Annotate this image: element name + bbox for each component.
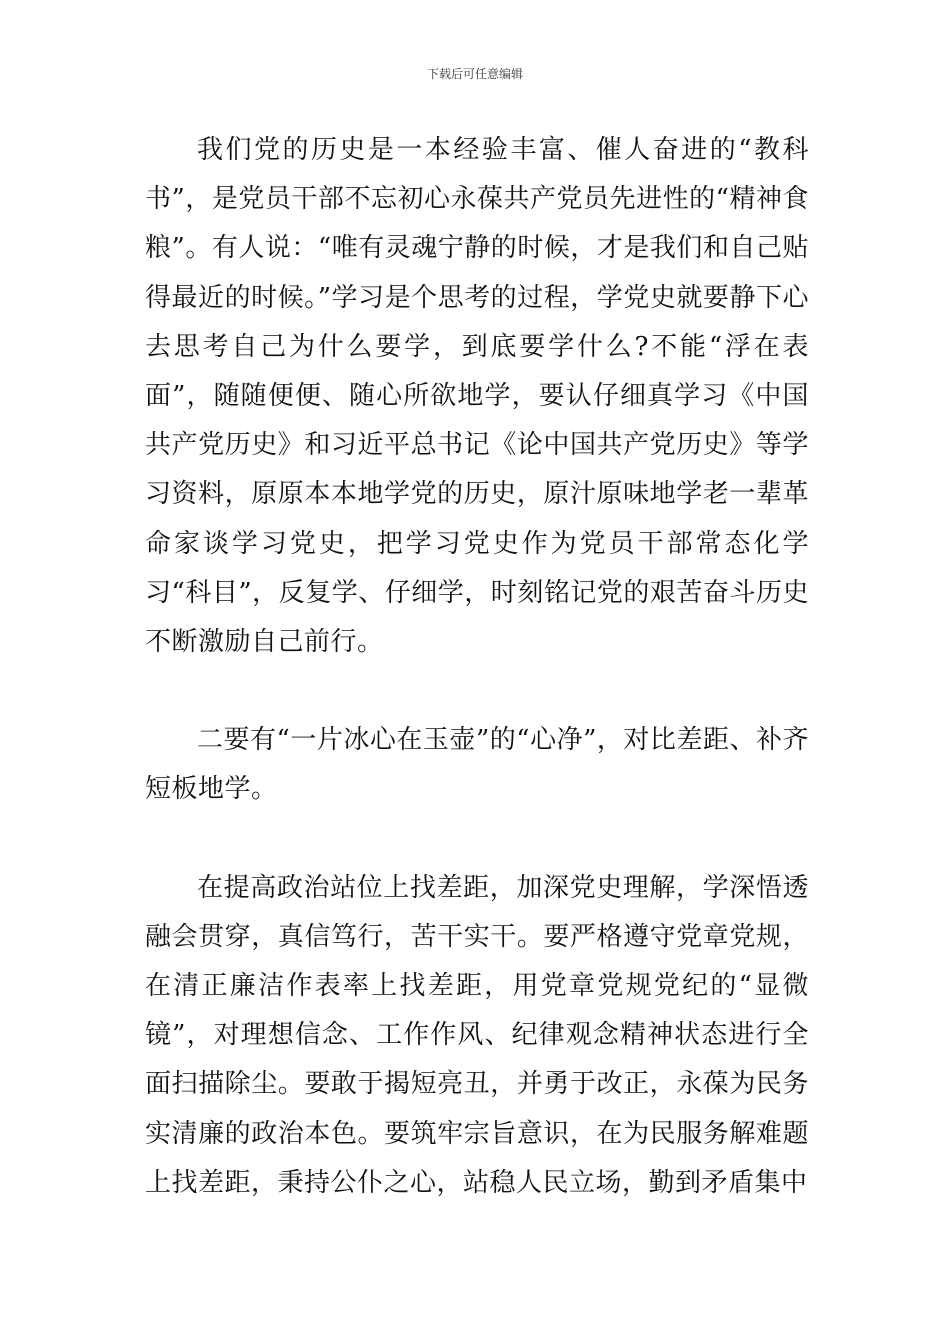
paragraph-party-history-study: 我们党的历史是一本经验丰富、催人奋进的“教科书”，是党员干部不忘初心永葆共产党员先进性的“精神食粮”。有人说：“唯有灵魂宁静的时候，才是我们和自己贴得最近的时候。”学习是个思考的过程，学党史就要静下心去思考自己为什么要学，到底要学什么?不能“浮在表面”，随随便便、随心所欲地学，要认仔细真学习《中国共产党历史》和习近平总书记《论中国共产党历史》等学习资料，原原本本地学党的历史，原汁原味地学老一辈革命家谈学习党史，把学习党史作为党员干部常态化学习“科目”，反复学、仔细学，时刻铭记党的艰苦奋斗历史不断激励自己前行。 [145,135,809,658]
document-body [145,126,809,1208]
page-header: 下载后可任意编辑 [426,67,523,81]
paragraph-heading-clean-heart: 二要有“一片冰心在玉壶”的“心净”，对比差距、补齐短板地学。 [145,725,809,805]
paragraph-find-gaps: 在提高政治站位上找差距，加深党史理解，学深悟透融会贯穿，真信笃行，苦干实干。要严格遵守党章党规，在清正廉洁作表率上找差距，用党章党规党纪的“显微镜”，对理想信念、工作作风、纪律观念精神状态进行全面扫描除尘。要敢于揭短亮丑，并勇于改正，永葆为民务实清廉的政治本色。要筑牢宗旨意识，在为民服务解难题上找差距，秉持公仆之心，站稳人民立场，勤到矛盾集中 [145,872,809,1198]
